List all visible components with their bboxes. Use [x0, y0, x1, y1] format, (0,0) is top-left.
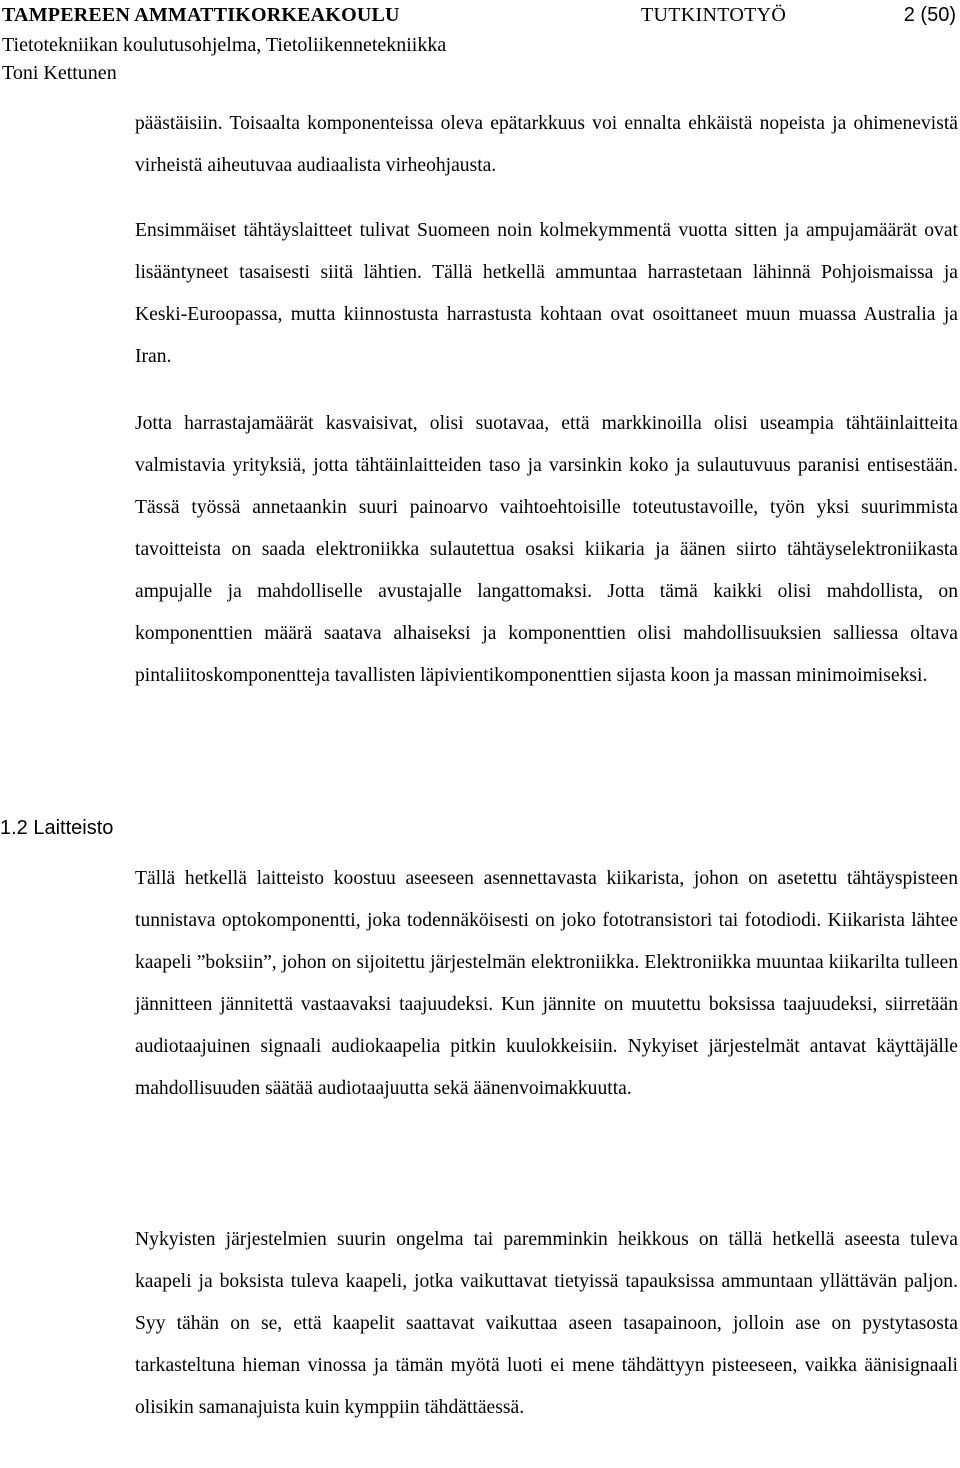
paragraph-problem: Nykyisten järjestelmien suurin ongelma tai paremminkin heikkous on tällä hetkellä aseesta tuleva kaapeli ja boksista tuleva kaapeli, jotka vaikuttavat tietyissä tapauksissa ammuntaan yllättävän paljon. Syy tähän on se, että kaapelit saattavat vaikuttaa aseen tasapainoon, jolloin ase on pystytasosta tarkasteltuna hieman vinossa ja tämän myötä luoti ei mene tähdättyyn pisteeseen, vaikka äänisignaali olisikin samanajuista kuin kymppiin tähdättäessä.	[135, 1229, 958, 1418]
document-type: TUTKINTOTYÖ	[641, 4, 787, 26]
degree-program: Tietotekniikan koulutusohjelma, Tietoliikennetekniikka	[2, 34, 447, 56]
school-name: TAMPEREEN AMMATTIKORKEAKOULU	[2, 4, 400, 26]
page-number: 2 (50)	[903, 4, 956, 26]
paragraph-equipment: Tällä hetkellä laitteisto koostuu aseeseen asennettavasta kiikarista, johon on asetettu tähtäyspisteen tunnistava optokomponentti, joka todennäköisesti on joko fototransistori tai fotodiodi. Kiikarista lähtee kaapeli ”boksiin”, johon on sijoitettu järjestelmän elektroniikka. Elektroniikka muuntaa kiikarilta tulleen jännitteen jännitettä vastaavaksi taajuudeksi. Kun jännite on muutettu boksissa taajuudeksi, siirretään audiotaajuinen signaali audiokaapelia pitkin kuulokkeisiin. Nykyiset järjestelmät antavat käyttäjälle mahdollisuuden säätää audiotaajuutta sekä äänenvoimakkuutta.	[135, 868, 958, 1099]
page-header	[0, 0, 960, 90]
paragraph-intro: päästäisiin. Toisaalta komponenteissa oleva epätarkkuus voi ennalta ehkäistä nopeista ja ohimenevistä virheistä aiheutuvaa audiaalista virheohjausta.	[135, 113, 958, 176]
paragraph-motivation: Jotta harrastajamäärät kasvaisivat, olisi suotavaa, että markkinoilla olisi useampia tähtäinlaitteita valmistavia yrityksiä, jotta tähtäinlaitteiden taso ja varsinkin koko ja sulautuvuus paranisi entisestään. Tässä työssä annetaankin suuri painoarvo vaihtoehtoisille toteutustavoille, työn yksi suurimmista tavoitteista on saada elektroniikka sulautettua osaksi kiikaria ja äänen siirto tähtäyselektroniikasta ampujalle ja mahdolliselle avustajalle langattomaksi. Jotta tämä kaikki olisi mahdollista, on komponenttien määrä saatava alhaiseksi ja komponenttien olisi mahdollisuuksien salliessa oltava pintaliitoskomponentteja tavallisten läpivientikomponenttien sijasta koon ja massan minimoimiseksi.	[135, 413, 958, 686]
author-name: Toni Kettunen	[2, 62, 117, 84]
section-heading: 1.2 Laitteisto	[0, 817, 114, 839]
paragraph-history: Ensimmäiset tähtäyslaitteet tulivat Suomeen noin kolmekymmentä vuotta sitten ja ampujamäärät ovat lisääntyneet tasaisesti siitä lähtien. Tällä hetkellä ammuntaa harrastetaan lähinnä Pohjoismaissa ja Keski-Euroopassa, mutta kiinnostusta harrastusta kohtaan ovat osoittaneet muun muassa Australia ja Iran.	[135, 220, 958, 367]
